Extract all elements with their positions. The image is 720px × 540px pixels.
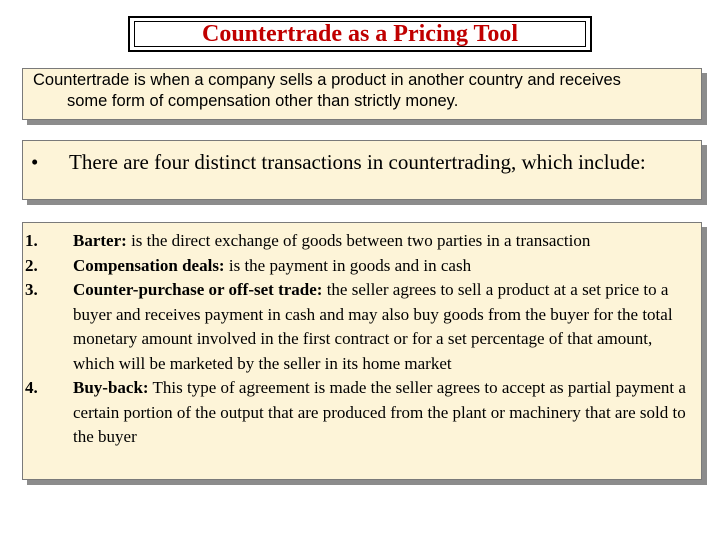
item-description: is the payment in goods and in cash (224, 255, 472, 275)
list-item (23, 254, 701, 279)
item-term: Counter-purchase or off-set trade: (73, 280, 323, 299)
list-item (23, 278, 701, 376)
item-text (73, 254, 701, 279)
bullet-symbol: • (31, 150, 39, 174)
page-title: Countertrade as a Pricing Tool (202, 20, 518, 47)
item-number: 3. (25, 280, 38, 299)
bullet-box (22, 140, 702, 200)
bullet-text: There are four distinct transactions in countertrading, which include: (69, 150, 646, 174)
item-number: 1. (25, 231, 38, 250)
definition-line-2: some form of compensation other than strictly money. (67, 92, 459, 110)
list-item (23, 376, 701, 450)
item-number: 2. (25, 255, 38, 275)
definition-box (22, 68, 702, 120)
item-term: Buy-back: (73, 378, 149, 397)
item-term: Compensation deals: (73, 255, 225, 275)
item-description: is the direct exchange of goods between two parties in a transaction (126, 231, 591, 250)
transactions-box (22, 222, 702, 480)
list-item (23, 229, 701, 254)
item-text (73, 376, 701, 450)
item-description: This type of agreement is made the seller agrees to accept as partial payment a certain portion of the output that are produced from the plant or machinery that are sold to the buyer (73, 378, 686, 446)
item-description: the seller agrees to sell a product at a set price to a buyer and receives payment in cash and may also buy goods from the buyer for the total monetary amount involved in the first contract or for a set percentage of that amount, which will be marketed by the seller in its home market (73, 280, 673, 373)
item-number: 4. (25, 378, 38, 397)
item-term: Barter: (73, 231, 127, 250)
transactions-list (23, 223, 701, 450)
title-box (128, 16, 592, 52)
definition-text (23, 69, 701, 112)
definition-line-1: Countertrade is when a company sells a product in another country and receives (33, 71, 621, 89)
bullet-item (23, 141, 701, 173)
item-text (73, 229, 701, 254)
item-text (73, 278, 701, 376)
